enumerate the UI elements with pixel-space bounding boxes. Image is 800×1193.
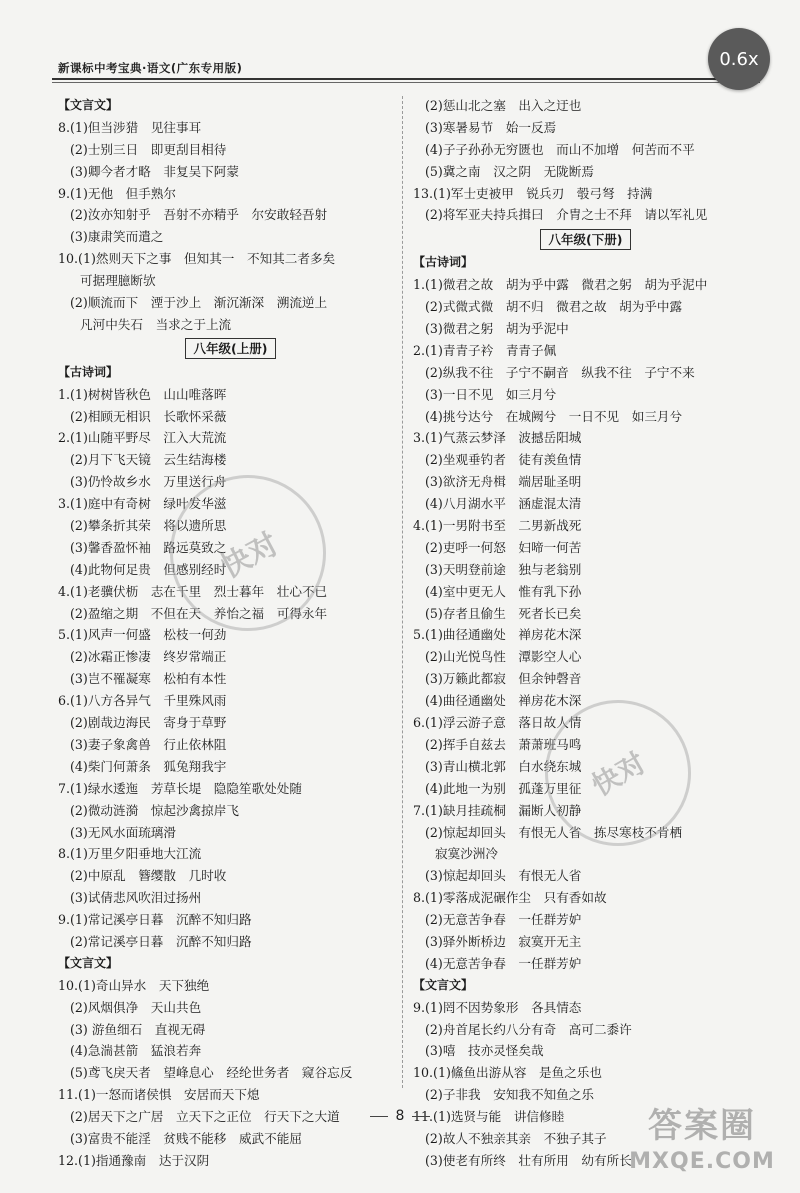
header-rule-thin: [52, 82, 760, 83]
answer-line: 可据理臆断欤: [80, 273, 156, 289]
answer-line: 4.(1)老骥伏枥 志在千里 烈士暮年 壮心不已: [58, 583, 328, 599]
answer-line: 9.(1)无他 但手熟尔: [58, 185, 177, 201]
left-column: [58, 95, 403, 1172]
answer-line: (2)挥手自兹去 萧萧班马鸣: [425, 736, 582, 752]
answer-line: 11.(1)一怒而诸侯惧 安居而天下熄: [58, 1087, 260, 1103]
answer-line: (3)馨香盈怀袖 路远莫致之: [70, 539, 227, 555]
section-heading: 【文言文】: [58, 955, 119, 970]
footer-dash-left: [370, 1116, 388, 1117]
watermark-stamp-right: 快对: [518, 673, 717, 872]
answer-line: (3)寒暑易节 始一反焉: [425, 119, 557, 135]
answer-line: 10.(1)鯈鱼出游从容 是鱼之乐也: [413, 1065, 602, 1081]
answer-line: 7.(1)缺月挂疏桐 漏断人初静: [413, 802, 582, 818]
answer-line: (3)天明登前途 独与老翁别: [425, 561, 582, 577]
answer-line: (4)八月湖水平 涵虚混太清: [425, 496, 582, 512]
answer-line: 3.(1)气蒸云梦泽 波撼岳阳城: [413, 430, 582, 446]
zoom-level-button[interactable]: [708, 28, 770, 90]
answer-line: (2)汝亦知射乎 吾射不亦精乎 尔安敢轻吾射: [70, 207, 328, 223]
page-number: 8: [395, 1108, 405, 1124]
answer-line: (2)剧哉边海民 寄身于草野: [70, 715, 227, 731]
answer-line: (2)子非我 安知我不知鱼之乐: [425, 1087, 594, 1103]
answer-line: 10.(1)然则天下之事 但知其一 不知其二者多矣: [58, 251, 336, 267]
answer-line: 11.(1)选贤与能 讲信修睦: [413, 1109, 565, 1125]
grade-heading: 八年级(下册): [540, 229, 632, 250]
section-heading: 【文言文】: [413, 977, 474, 992]
grade-heading-row: [413, 226, 758, 252]
answer-line: 9.(1)常记溪亭日暮 沉醉不知归路: [58, 912, 252, 928]
answer-line: (4)无意苦争春 一任群芳妒: [425, 955, 582, 971]
answer-line: 3.(1)庭中有奇树 绿叶发华滋: [58, 496, 227, 512]
answer-line: (4)此地一为别 孤蓬万里征: [425, 780, 582, 796]
footer-dash-right: [412, 1116, 430, 1117]
section-heading: 【文言文】: [58, 98, 119, 112]
answer-line: 8.(1)但当涉猎 见往事耳: [58, 119, 202, 135]
answer-line: (2)将军亚夫持兵揖曰 介胄之士不拜 请以军礼见: [425, 207, 708, 223]
zoom-level-label: 0.6x: [719, 48, 759, 70]
answer-line: 2.(1)山随平野尽 江入大荒流: [58, 430, 227, 446]
answer-line: (2)故人不独亲其亲 不独子其子: [425, 1130, 607, 1146]
answer-line: 6.(1)八方各异气 千里殊风雨: [58, 693, 227, 709]
answer-line: (2)山光悦鸟性 潭影空人心: [425, 649, 582, 665]
watermark-site-url: MXQE.COM: [629, 1149, 775, 1174]
answer-line: (3)康肃笑而遣之: [70, 229, 164, 245]
answer-line: 5.(1)曲径通幽处 禅房花木深: [413, 627, 582, 643]
answer-line: (4)柴门何萧条 狐兔翔我宇: [70, 758, 227, 774]
answer-line: (3)妻子象禽兽 行止依林阻: [70, 736, 227, 752]
answer-line: (4)急湍甚箭 猛浪若奔: [70, 1043, 202, 1059]
answer-line: (5)鸢飞戾天者 望峰息心 经纶世务者 窥谷忘反: [70, 1065, 353, 1081]
answer-line: (3)一日不见 如三月兮: [425, 386, 557, 402]
answer-line: (3) 游鱼细石 直视无碍: [70, 1021, 206, 1037]
answer-line: (5)存者且偷生 死者长已矣: [425, 605, 582, 621]
answer-line: 8.(1)零落成泥碾作尘 只有香如故: [413, 890, 607, 906]
answer-line: (3)驿外断桥边 寂寞开无主: [425, 933, 582, 949]
running-header: 新课标中考宝典·语文(广东专用版): [58, 61, 243, 75]
answer-line: (2)坐观垂钓者 徒有羡鱼情: [425, 452, 582, 468]
answer-line: 7.(1)绿水逶迤 芳草长堤 隐隐笙歌处处随: [58, 780, 302, 796]
watermark-stamp-left: 快对: [143, 448, 354, 659]
answer-line: (3)使老有所终 壮有所用 幼有所长: [425, 1152, 632, 1168]
answer-line: 2.(1)青青子衿 青青子佩: [413, 342, 557, 358]
page-footer: [0, 1108, 800, 1124]
answer-line: (2)冰霜正惨凄 终岁常端正: [70, 649, 227, 665]
answer-line: (2)惊起却回头 有恨无人省 拣尽寒枝不肯栖: [425, 824, 683, 840]
answer-line: (2)吏呼一何怒 妇啼一何苦: [425, 539, 582, 555]
answer-line: 1.(1)微君之故 胡为乎中露 微君之躬 胡为乎泥中: [413, 277, 708, 293]
answer-line: (4)子子孙孙无穷匮也 而山不加增 何苦而不平: [425, 141, 695, 157]
header-rule: [52, 78, 760, 80]
answer-line: (3)仍怜故乡水 万里送行舟: [70, 474, 227, 490]
answer-line: 5.(1)风声一何盛 松枝一何劲: [58, 627, 227, 643]
answer-line: (3)卿今者才略 非复吴下阿蒙: [70, 163, 239, 179]
answer-line: (2)纵我不往 子宁不嗣音 纵我不往 子宁不来: [425, 364, 695, 380]
answer-line: (3)试倩悲风吹泪过扬州: [70, 890, 202, 906]
section-heading: 【古诗词】: [413, 255, 474, 270]
answer-line: (4)室中更无人 惟有乳下孙: [425, 583, 582, 599]
answer-line: (2)微动涟漪 惊起沙禽掠岸飞: [70, 802, 239, 818]
answer-line: (3)嘻 技亦灵怪矣哉: [425, 1043, 544, 1059]
answer-line: (2)攀条折其荣 将以遗所思: [70, 518, 227, 534]
answer-line: (2)盈缩之期 不但在天 养怡之福 可得永年: [70, 605, 328, 621]
watermark-site-name: 答案圈: [648, 1106, 756, 1146]
answer-line: 4.(1)一男附书至 二男新战死: [413, 518, 582, 534]
answer-line: 10.(1)奇山异水 天下独绝: [58, 977, 210, 993]
column-divider: [402, 96, 403, 1088]
answer-line: 6.(1)浮云游子意 落日故人情: [413, 715, 582, 731]
section-heading: 【古诗词】: [58, 364, 119, 379]
answer-line: (2)士别三日 即更刮目相待: [70, 141, 227, 157]
answer-line: (2)无意苦争春 一任群芳妒: [425, 912, 582, 928]
answer-line: (4)挑兮达兮 在城阙兮 一日不见 如三月兮: [425, 408, 683, 424]
answer-line: (2)中原乱 簪缨散 几时收: [70, 868, 227, 884]
answer-line: (2)顺流而下 湮于沙上 渐沉渐深 溯流逆上: [70, 295, 328, 311]
answer-line: (4)此物何足贵 但感别经时: [70, 561, 227, 577]
answer-line: 13.(1)军士吏被甲 锐兵刃 彀弓弩 持满: [413, 185, 653, 201]
grade-heading-row: [58, 336, 403, 362]
answer-line: (2)式微式微 胡不归 微君之故 胡为乎中露: [425, 299, 683, 315]
answer-line: (2)相顾无相识 长歌怀采薇: [70, 408, 227, 424]
right-column: [413, 95, 758, 1172]
answer-line: (3)岂不罹凝寒 松柏有本性: [70, 671, 227, 687]
answer-line: (5)冀之南 汉之阴 无陇断焉: [425, 163, 594, 179]
answer-line: (2)惩山北之塞 出入之迂也: [425, 98, 582, 113]
answer-line: 8.(1)万里夕阳垂地大江流: [58, 846, 202, 862]
answer-line: 12.(1)指通豫南 达于汉阴: [58, 1152, 210, 1168]
answer-line: 9.(1)罔不因势象形 各具情态: [413, 999, 582, 1015]
answer-line: (2)舟首尾长约八分有奇 高可二黍许: [425, 1021, 632, 1037]
answer-line: (3)青山横北郭 白水绕东城: [425, 758, 582, 774]
answer-line: (3)惊起却回头 有恨无人省: [425, 868, 582, 884]
answer-line: (3)富贵不能淫 贫贱不能移 威武不能屈: [70, 1130, 302, 1146]
answer-line: 1.(1)树树皆秋色 山山唯落晖: [58, 386, 227, 402]
answer-line: (2)常记溪亭日暮 沉醉不知归路: [70, 933, 252, 949]
answer-line: (3)微君之躬 胡为乎泥中: [425, 321, 569, 337]
answer-line: 寂寞沙洲冷: [435, 846, 498, 862]
answer-line: (2)月下飞天镜 云生结海楼: [70, 452, 227, 468]
answer-line: (3)万籁此都寂 但余钟磬音: [425, 671, 582, 687]
answer-line: (2)居天下之广居 立天下之正位 行天下之大道: [70, 1109, 340, 1125]
answer-line: (2)风烟俱净 天山共色: [70, 999, 202, 1015]
grade-heading: 八年级(上册): [185, 338, 277, 359]
answer-line: (4)曲径通幽处 禅房花木深: [425, 693, 582, 709]
answer-line: (3)欲济无舟楫 端居耻圣明: [425, 474, 582, 490]
answer-line: (3)无风水面琉璃滑: [70, 824, 176, 840]
answer-line: 凡河中失石 当求之于上流: [80, 316, 232, 332]
